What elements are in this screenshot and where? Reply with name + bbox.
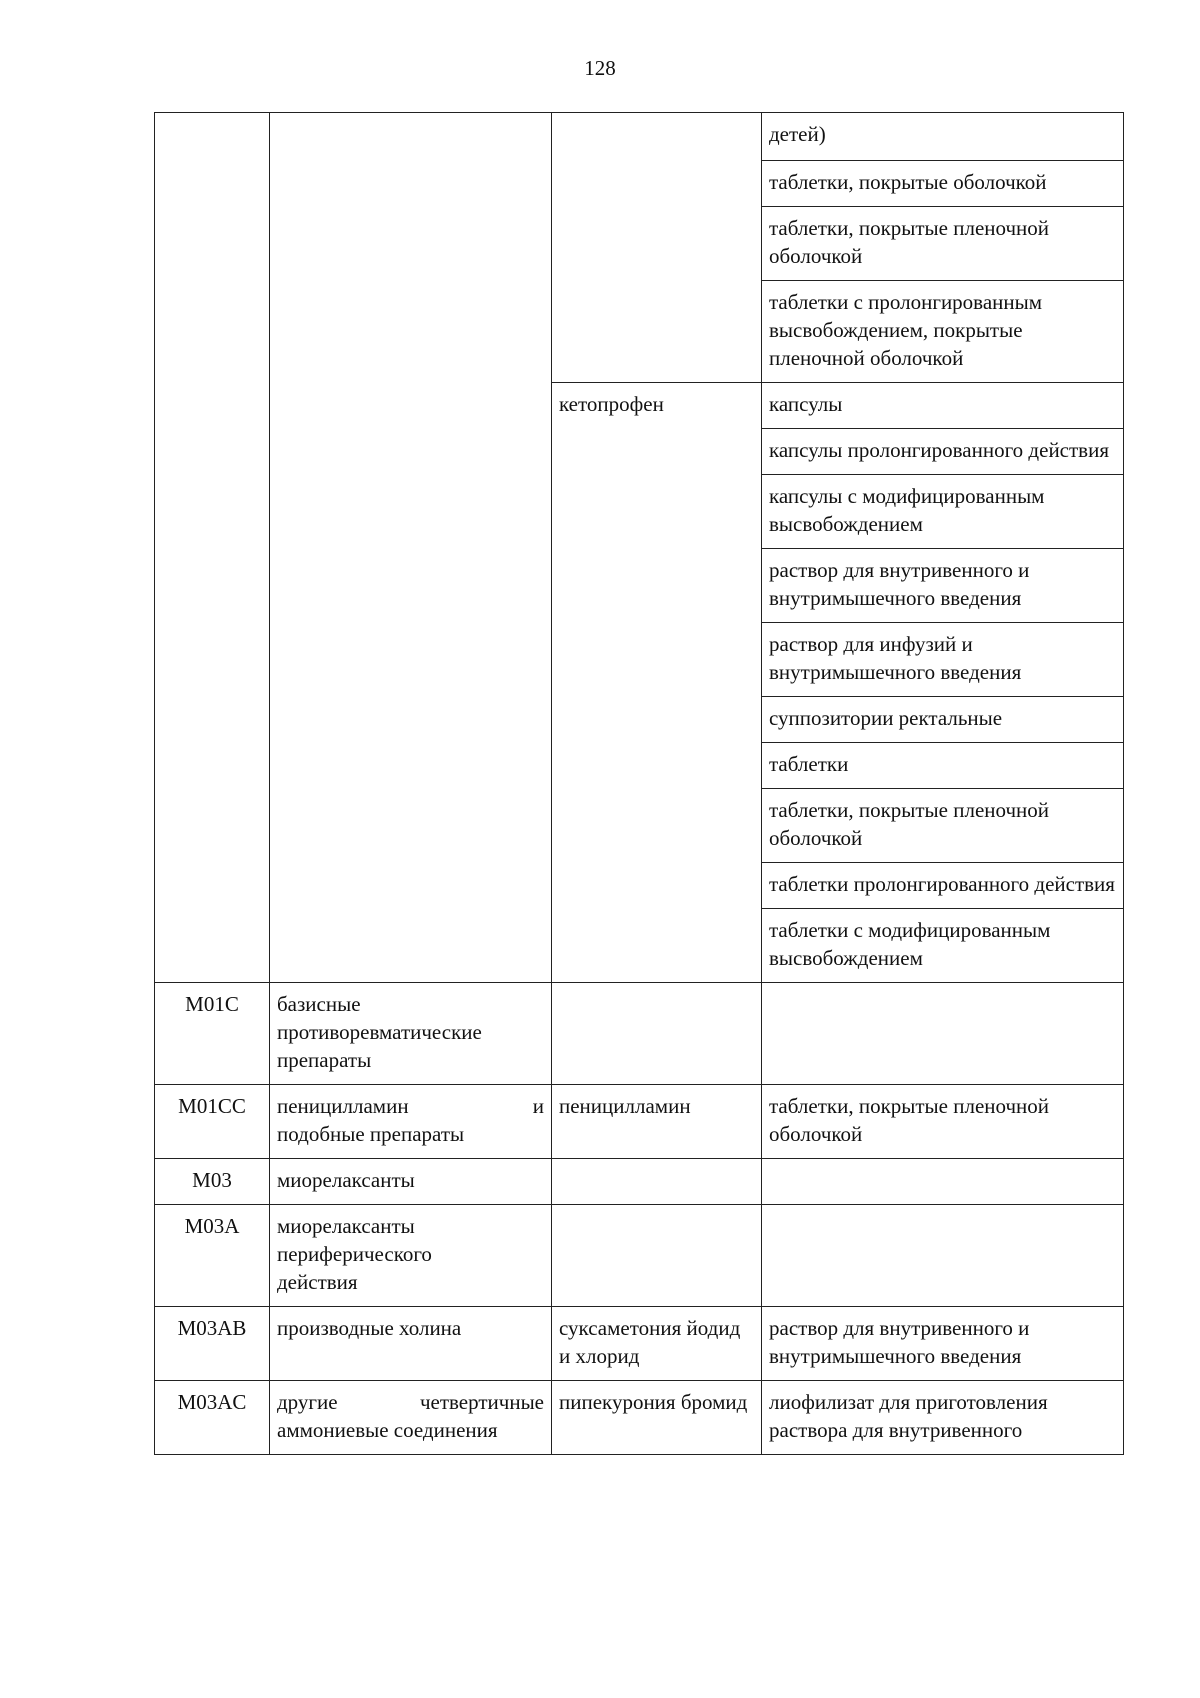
group-cell: [270, 113, 552, 983]
group-name-line: аммониевые соединения: [277, 1418, 498, 1442]
table-row: [155, 1307, 1124, 1381]
drug-table: [154, 112, 1124, 1455]
form-cell: капсулы пролонгированного действия: [762, 429, 1124, 475]
table-row: [155, 1085, 1124, 1159]
form-cell: детей): [762, 113, 1124, 161]
form-cell: раствор для внутривенного и внутримышечного введения: [762, 1307, 1124, 1381]
form-cell: таблетки с модифицированным высвобождением: [762, 909, 1124, 983]
drug-name: суксаметония йодид и хлорид: [552, 1307, 762, 1381]
form-cell: таблетки: [762, 743, 1124, 789]
drug-cell: [552, 113, 762, 383]
form-cell: раствор для инфузий и внутримышечного введения: [762, 623, 1124, 697]
code-cell: [155, 113, 270, 983]
drug-name: [552, 1205, 762, 1307]
form-cell: суппозитории ректальные: [762, 697, 1124, 743]
group-name: производные холина: [270, 1307, 552, 1381]
form-cell: таблетки, покрытые оболочкой: [762, 161, 1124, 207]
form-cell: таблетки, покрытые пленочной оболочкой: [762, 207, 1124, 281]
form-cell: лиофилизат для приготовления раствора для внутривенного: [762, 1381, 1124, 1455]
group-name: [270, 1085, 552, 1159]
table-row: [155, 1205, 1124, 1307]
page-number: 128: [584, 56, 616, 80]
drug-name: [552, 1159, 762, 1205]
form-cell: капсулы с модифицированным высвобождением: [762, 475, 1124, 549]
form-cell: таблетки пролонгированного действия: [762, 863, 1124, 909]
form-cell: [762, 1159, 1124, 1205]
drug-name: пеницилламин: [552, 1085, 762, 1159]
table-row: [155, 983, 1124, 1085]
form-cell: капсулы: [762, 383, 1124, 429]
table-row: [155, 1159, 1124, 1205]
group-name: [270, 1381, 552, 1455]
atc-code: M01C: [155, 983, 270, 1085]
table-row: [155, 113, 1124, 161]
drug-name: [552, 983, 762, 1085]
group-name: миорелаксанты: [270, 1159, 552, 1205]
group-name: базисные противоревматические препараты: [270, 983, 552, 1085]
atc-code: M01CC: [155, 1085, 270, 1159]
atc-code: M03AB: [155, 1307, 270, 1381]
form-cell: таблетки с пролонгированным высвобождением, покрытые пленочной оболочкой: [762, 281, 1124, 383]
atc-code: M03: [155, 1159, 270, 1205]
form-cell: [762, 983, 1124, 1085]
table-row: [155, 1381, 1124, 1455]
group-name-line: другие четвертичные: [277, 1390, 544, 1414]
group-name-line: пеницилламин и: [277, 1094, 544, 1118]
atc-code: M03AC: [155, 1381, 270, 1455]
form-cell: раствор для внутривенного и внутримышечного введения: [762, 549, 1124, 623]
group-name-line: подобные препараты: [277, 1122, 465, 1146]
atc-code: M03A: [155, 1205, 270, 1307]
form-cell: [762, 1205, 1124, 1307]
group-name: миорелаксанты периферического действия: [270, 1205, 552, 1307]
drug-name: кетопрофен: [552, 383, 762, 983]
drug-name: пипекурония бромид: [552, 1381, 762, 1455]
form-cell: таблетки, покрытые пленочной оболочкой: [762, 789, 1124, 863]
form-cell: таблетки, покрытые пленочной оболочкой: [762, 1085, 1124, 1159]
